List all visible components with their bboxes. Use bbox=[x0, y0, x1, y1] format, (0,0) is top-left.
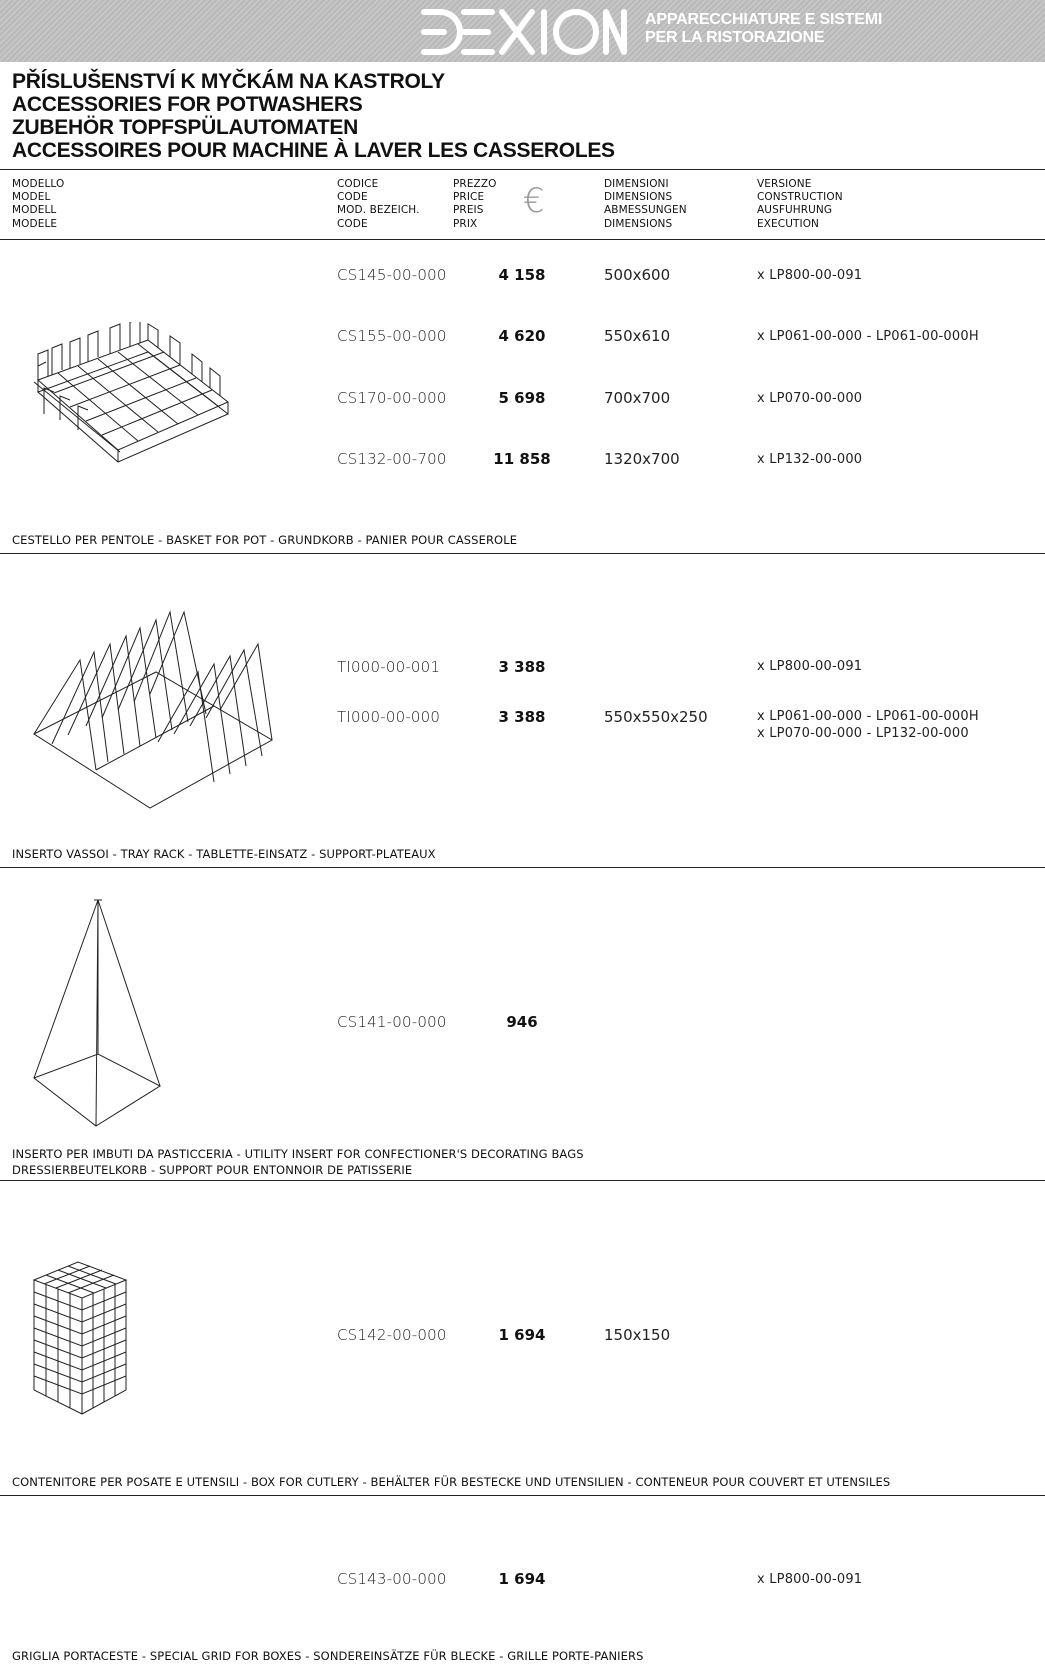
section-caption: CONTENITORE PER POSATE E UTENSILI - BOX FOR CUTLERY - BEHÄLTER FÜR BESTECKE UND UTENSILIEN - CONTENEUR POUR COUVERT ET UTENSILES bbox=[12, 1475, 891, 1489]
product-version: x LP800-00-091 bbox=[757, 659, 863, 674]
section-caption: CESTELLO PER PENTOLE - BASKET FOR POT - GRUNDKORB - PANIER POUR CASSEROLE bbox=[12, 533, 518, 547]
brand-tagline-1: APPARECCHIATURE E SISTEMI bbox=[645, 11, 883, 28]
product-price: 1 694 bbox=[498, 1570, 546, 1588]
header-rule-bottom bbox=[0, 239, 1045, 240]
header-label: AUSFUHRUNG bbox=[757, 204, 833, 217]
cutlery-box-drawing bbox=[32, 1260, 128, 1416]
product-dimensions: 550x610 bbox=[604, 327, 671, 345]
product-code: CS155-00-000 bbox=[337, 327, 447, 345]
section-divider bbox=[0, 867, 1045, 868]
header-label: MODEL bbox=[12, 191, 51, 204]
product-code: CS170-00-000 bbox=[337, 389, 447, 407]
header-label: DIMENSIONI bbox=[604, 178, 669, 190]
pyramid-insert-drawing bbox=[32, 898, 164, 1128]
header-label: CODE bbox=[337, 217, 368, 230]
header-label: PRICE bbox=[453, 191, 485, 204]
product-code: TI000-00-000 bbox=[337, 708, 441, 726]
section-divider bbox=[0, 1495, 1045, 1496]
euro-icon: € bbox=[523, 181, 545, 221]
product-price: 3 388 bbox=[498, 708, 546, 726]
product-dimensions: 500x600 bbox=[604, 266, 671, 284]
product-version: x LP800-00-091 bbox=[757, 268, 863, 283]
section-caption: GRIGLIA PORTACESTE - SPECIAL GRID FOR BOXES - SONDEREINSÄTZE FÜR BLECKE - GRILLE PORTE-PANIERS bbox=[12, 1649, 644, 1663]
product-dimensions: 700x700 bbox=[604, 389, 671, 407]
product-version: x LP800-00-091 bbox=[757, 1572, 863, 1587]
column-header-code bbox=[337, 178, 420, 231]
pot-basket-drawing bbox=[30, 322, 240, 472]
product-code: TI000-00-001 bbox=[337, 658, 441, 676]
product-version: x LP132-00-000 bbox=[757, 452, 863, 467]
title-de: ZUBEHÖR TOPFSPÜLAUTOMATEN bbox=[12, 116, 359, 139]
tray-rack-drawing bbox=[30, 610, 278, 810]
section-divider bbox=[0, 1180, 1045, 1181]
header-label: DIMENSIONS bbox=[604, 191, 673, 204]
product-price: 4 158 bbox=[498, 266, 546, 284]
header-label: DIMENSIONS bbox=[604, 217, 673, 230]
product-dimensions: 550x550x250 bbox=[604, 708, 708, 726]
product-code: CS142-00-000 bbox=[337, 1326, 447, 1344]
product-price: 4 620 bbox=[498, 327, 546, 345]
dexion-logo bbox=[418, 6, 630, 58]
header-label: CODE bbox=[337, 191, 368, 204]
product-version: x LP070-00-000 - LP132-00-000 bbox=[757, 726, 969, 741]
section-caption: INSERTO PER IMBUTI DA PASTICCERIA - UTILITY INSERT FOR CONFECTIONER'S DECORATING BAGS bbox=[12, 1147, 584, 1161]
header-label: EXECUTION bbox=[757, 217, 820, 230]
header-label: MOD. BEZEICH. bbox=[337, 204, 420, 217]
section-caption: INSERTO VASSOI - TRAY RACK - TABLETTE-EINSATZ - SUPPORT-PLATEAUX bbox=[12, 847, 436, 861]
title-cs: PŘÍSLUŠENSTVÍ K MYČKÁM NA KASTROLY bbox=[12, 70, 445, 93]
column-header-model bbox=[12, 178, 64, 231]
header-label: CODICE bbox=[337, 178, 379, 190]
column-header-version bbox=[757, 178, 843, 231]
product-version: x LP061-00-000 - LP061-00-000H bbox=[757, 709, 979, 724]
product-price: 11 858 bbox=[493, 450, 551, 468]
header-label: MODELLO bbox=[12, 178, 65, 190]
column-header-price bbox=[453, 178, 497, 231]
title-en: ACCESSORIES FOR POTWASHERS bbox=[12, 93, 363, 116]
header-label: MODELE bbox=[12, 217, 58, 230]
header-label: CONSTRUCTION bbox=[757, 191, 843, 204]
header-label: MODELL bbox=[12, 204, 57, 217]
header-label: PREIS bbox=[453, 204, 484, 217]
product-code: CS132-00-700 bbox=[337, 450, 447, 468]
column-header-dimensions bbox=[604, 178, 687, 231]
header-label: PREZZO bbox=[453, 178, 497, 190]
product-version: x LP070-00-000 bbox=[757, 391, 863, 406]
header-label: VERSIONE bbox=[757, 178, 812, 190]
product-price: 5 698 bbox=[498, 389, 546, 407]
header-label: ABMESSUNGEN bbox=[604, 204, 687, 217]
header-rule-top bbox=[0, 169, 1045, 170]
product-price: 946 bbox=[506, 1013, 538, 1031]
product-price: 1 694 bbox=[498, 1326, 546, 1344]
product-price: 3 388 bbox=[498, 658, 546, 676]
section-caption: DRESSIERBEUTELKORB - SUPPORT POUR ENTONNOIR DE PATISSERIE bbox=[12, 1163, 413, 1177]
title-fr: ACCESSOIRES POUR MACHINE À LAVER LES CASSEROLES bbox=[12, 139, 615, 162]
product-dimensions: 150x150 bbox=[604, 1326, 671, 1344]
product-code: CS145-00-000 bbox=[337, 266, 447, 284]
product-code: CS141-00-000 bbox=[337, 1013, 447, 1031]
product-version: x LP061-00-000 - LP061-00-000H bbox=[757, 329, 979, 344]
product-code: CS143-00-000 bbox=[337, 1570, 447, 1588]
section-divider bbox=[0, 553, 1045, 554]
product-dimensions: 1320x700 bbox=[604, 450, 680, 468]
header-label: PRIX bbox=[453, 217, 478, 230]
brand-tagline-2: PER LA RISTORAZIONE bbox=[645, 29, 825, 46]
